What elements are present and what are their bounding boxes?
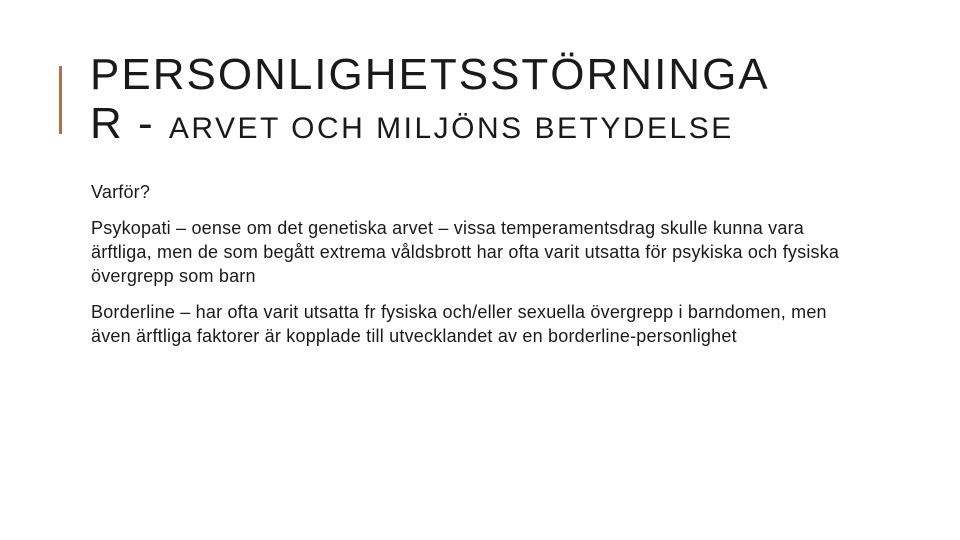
- slide-body: [91, 180, 851, 360]
- paragraph-psykopati: Psykopati – oense om det genetiska arvet – vissa temperamentsdrag skulle kunna vara ärftliga, men de som begått extrema våldsbrott har ofta varit utsatta för psykiska och fysiska övergrepp som barn: [91, 218, 840, 286]
- paragraph-borderline: Borderline – har ofta varit utsatta fr fysiska och/eller sexuella övergrepp i barndomen, men även ärftliga faktorer är kopplade till utvecklandet av en borderline-personlighet: [91, 302, 827, 346]
- title-line-2-subtitle: ARVET OCH MILJÖNS BETYDELSE: [168, 112, 734, 145]
- title-line-1: PERSONLIGHETSSTÖRNINGA: [90, 50, 770, 99]
- title-accent-bar: [59, 66, 62, 134]
- slide-title: [90, 52, 910, 152]
- paragraph-question: Varför?: [91, 182, 151, 202]
- title-line-2-prefix: R -: [90, 99, 169, 148]
